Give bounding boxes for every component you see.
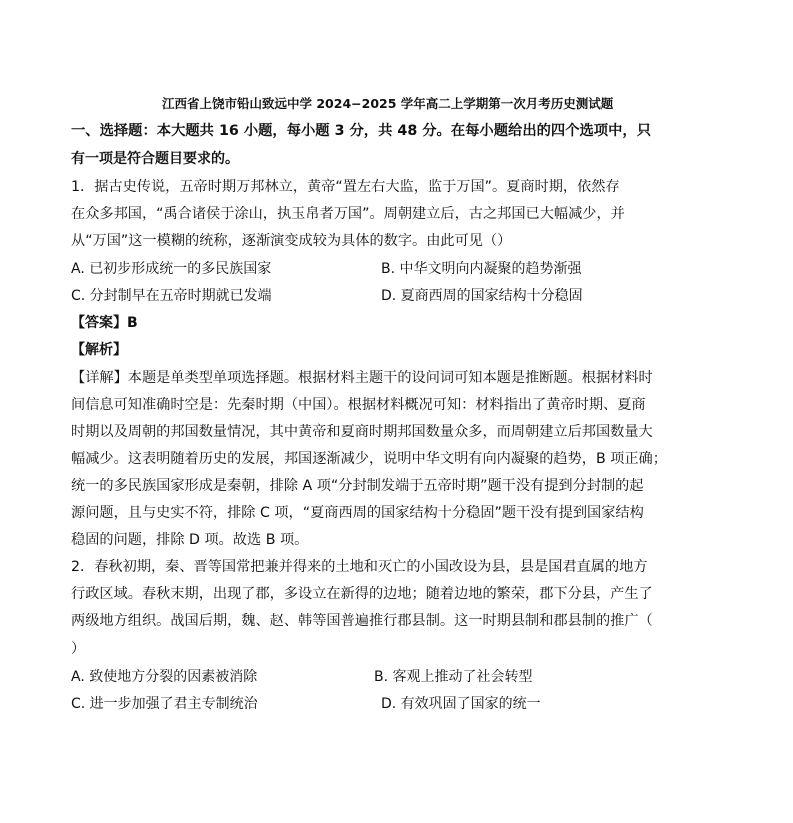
- q1-detail-line-2: 间信息可知准确时空是：先秦时期（中国）。根据材料概况可知：材料指出了黄帝时期、夏商: [71, 397, 646, 413]
- q1-option-d: D. 夏商西周的国家结构十分稳固: [381, 288, 583, 304]
- q2-option-b: B. 客观上推动了社会转型: [374, 669, 533, 685]
- q1-stem-line-1: 1．据古史传说，五帝时期万邦林立，黄帝“置左右大监，监于万国”。夏商时期，依然存: [71, 179, 620, 195]
- q2-stem-line-3: 两级地方组织。战国后期，魏、赵、韩等国普遍推行郡县制。这一时期县制和郡县制的推广（: [71, 613, 653, 629]
- q2-stem-line-2: 行政区域。春秋末期，出现了郡，多设立在新得的边地；随着边地的繁荣，郡下分县，产生了: [71, 586, 653, 602]
- q1-detail-line-6: 源问题，且与史实不符，排除 C 项，“夏商西周的国家结构十分稳固”题干没有提到国家结构: [71, 505, 644, 521]
- q1-detail-line-4: 幅减少。这表明随着历史的发展，邦国逐渐减少，说明中华文明有向内凝聚的趋势，B 项正确；: [71, 451, 667, 467]
- q2-option-c: C. 进一步加强了君主专制统治: [71, 696, 258, 712]
- q1-answer: 【答案】B: [71, 315, 138, 331]
- q1-option-a: A. 已初步形成统一的多民族国家: [71, 261, 272, 277]
- q1-option-c: C. 分封制早在五帝时期就已发端: [71, 288, 272, 304]
- q1-stem-line-3: 从“万国”这一模糊的统称，逐渐演变成较为具体的数字。由此可见（）: [71, 233, 512, 249]
- q2-option-a: A. 致使地方分裂的因素被消除: [71, 669, 258, 685]
- q2-stem-line-4: ）: [71, 641, 86, 657]
- q1-detail-line-3: 时期以及周朝的邦国数量情况，其中黄帝和夏商时期邦国数量众多，而周朝建立后邦国数量大: [71, 424, 653, 440]
- q1-option-b: B. 中华文明向内凝聚的趋势渐强: [381, 261, 582, 277]
- q1-detail-line-5: 统一的多民族国家形成是秦朝，排除 A 项“分封制发端于五帝时期”题干没有提到分封制的起: [71, 478, 644, 494]
- q1-detail-line-7: 稳固的问题，排除 D 项。故选 B 项。: [71, 532, 309, 548]
- q2-stem-line-1: 2．春秋初期，秦、晋等国常把兼并得来的土地和灭亡的小国改设为县，县是国君直属的地方: [71, 559, 648, 575]
- q1-analysis-label: 【解析】: [71, 342, 127, 358]
- section-header-line-2: 有一项是符合题目要求的。: [71, 151, 239, 167]
- q1-stem-line-2: 在众多邦国，“禹合诸侯于涂山，执玉帛者万国”。周朝建立后，古之邦国已大幅减少，并: [71, 206, 625, 222]
- q2-option-d: D. 有效巩固了国家的统一: [381, 696, 541, 712]
- document-title: 江西省上饶市铅山致远中学 2024−2025 学年高二上学期第一次月考历史测试题: [162, 96, 614, 111]
- q1-detail-line-1: 【详解】本题是单类型单项选择题。根据材料主题干的设问词可知本题是推断题。根据材料时: [71, 370, 653, 386]
- section-header-line-1: 一、选择题：本大题共 16 小题，每小题 3 分，共 48 分。在每小题给出的四个选项中，只: [71, 123, 651, 139]
